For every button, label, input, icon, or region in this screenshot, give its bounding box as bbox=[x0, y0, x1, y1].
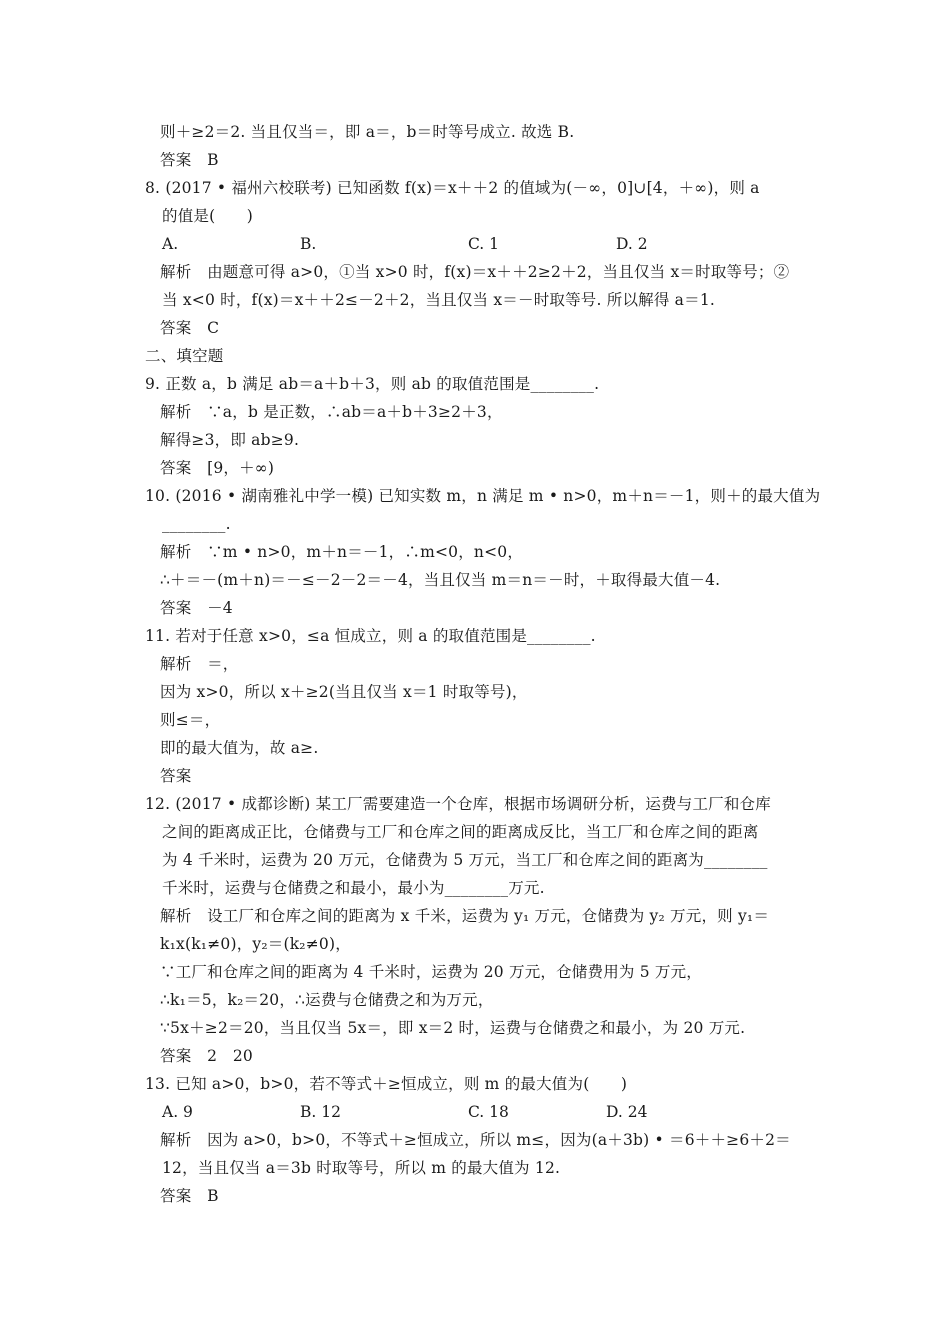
section-heading: 二、填空题 bbox=[145, 347, 224, 365]
question-10-line: ________. bbox=[162, 515, 231, 533]
analysis-line: 解得≥3，即 ab≥9. bbox=[160, 431, 300, 449]
option-c: C. 18 bbox=[468, 1103, 509, 1121]
option-c: C. 1 bbox=[468, 235, 500, 253]
analysis-line: 12，当且仅当 a＝3b 时取等号，所以 m 的最大值为 12. bbox=[162, 1159, 561, 1177]
analysis-line: 解析 ∵a，b 是正数，∴ab＝a＋b＋3≥2＋3， bbox=[160, 403, 503, 421]
question-10-line: 10. (2016 • 湖南雅礼中学一模) 已知实数 m，n 满足 m • n>0，m＋n＝－1，则＋的最大值为 bbox=[145, 487, 821, 505]
analysis-line: 解析 因为 a>0，b>0，不等式＋≥恒成立，所以 m≤，因为(a＋3b) • ＝6＋＋≥6＋2＝ bbox=[160, 1131, 791, 1149]
option-b: B. 12 bbox=[300, 1103, 341, 1121]
question-12-line: 12. (2017 • 成都诊断) 某工厂需要建造一个仓库，根据市场调研分析，运费与工厂和仓库 bbox=[145, 795, 771, 813]
question-11-line: 11. 若对于任意 x>0，≤a 恒成立，则 a 的取值范围是________. bbox=[145, 627, 596, 645]
question-12-line: 千米时，运费与仓储费之和最小，最小为________万元. bbox=[162, 879, 545, 897]
question-12-line: 之间的距离成正比，仓储费与工厂和仓库之间的距离成反比，当工厂和仓库之间的距离 bbox=[162, 823, 759, 841]
question-8-line: 8. (2017 • 福州六校联考) 已知函数 f(x)＝x＋＋2 的值域为(－∞，0]∪[4，＋∞)，则 a bbox=[145, 179, 760, 197]
analysis-line: k₁x(k₁≠0)，y₂＝(k₂≠0)， bbox=[160, 935, 351, 953]
question-9-line: 9. 正数 a，b 满足 ab＝a＋b＋3，则 ab 的取值范围是________. bbox=[145, 375, 600, 393]
question-13-line: 13. 已知 a>0，b>0，若不等式＋≥恒成立，则 m 的最大值为( ) bbox=[145, 1075, 628, 1093]
option-d: D. 2 bbox=[616, 235, 648, 253]
option-a: A. bbox=[162, 235, 179, 253]
answer-line: 答案 －4 bbox=[160, 599, 233, 617]
analysis-line: ∵5x＋≥2＝20，当且仅当 5x＝，即 x＝2 时，运费与仓储费之和最小，为 20 万元. bbox=[160, 1019, 746, 1037]
analysis-line: 因为 x>0，所以 x＋≥2(当且仅当 x＝1 时取等号)， bbox=[160, 683, 528, 701]
question-8-line: 的值是( ) bbox=[162, 207, 253, 225]
answer-line: 答案 C bbox=[160, 319, 220, 337]
analysis-line: 解析 ∵m • n>0，m＋n＝－1，∴m<0，n<0， bbox=[160, 543, 524, 561]
analysis-line: 解析 由题意可得 a>0，①当 x>0 时，f(x)＝x＋＋2≥2＋2，当且仅当 x＝时取等号；② bbox=[160, 263, 790, 281]
analysis-line: ∴k₁＝5，k₂＝20，∴运费与仓储费之和为万元， bbox=[160, 991, 494, 1009]
answer-line: 答案 [9，＋∞) bbox=[160, 459, 275, 477]
text-line: 则＋≥2＝2. 当且仅当＝，即 a＝，b＝时等号成立. 故选 B. bbox=[160, 123, 575, 141]
answer-line: 答案 2 20 bbox=[160, 1047, 253, 1065]
analysis-line: ∴＋＝－(m＋n)＝－≤－2－2＝－4，当且仅当 m＝n＝－时，＋取得最大值－4. bbox=[160, 571, 721, 589]
analysis-line: 则≤＝， bbox=[160, 711, 221, 729]
analysis-line: 即的最大值为，故 a≥. bbox=[160, 739, 319, 757]
option-d: D. 24 bbox=[606, 1103, 648, 1121]
analysis-line: 解析 ＝， bbox=[160, 655, 239, 673]
answer-line: 答案 B bbox=[160, 1187, 219, 1205]
answer-line: 答案 bbox=[160, 767, 192, 785]
analysis-line: 当 x<0 时，f(x)＝x＋＋2≤－2＋2，当且仅当 x＝－时取等号. 所以解得 a＝1. bbox=[162, 291, 716, 309]
answer-line: 答案 B bbox=[160, 151, 219, 169]
question-12-line: 为 4 千米时，运费为 20 万元，仓储费为 5 万元，当工厂和仓库之间的距离为________ bbox=[162, 851, 768, 869]
option-b: B. bbox=[300, 235, 317, 253]
analysis-line: 解析 设工厂和仓库之间的距离为 x 千米，运费为 y₁ 万元，仓储费为 y₂ 万元，则 y₁＝ bbox=[160, 907, 770, 925]
option-a: A. 9 bbox=[162, 1103, 193, 1121]
analysis-line: ∵工厂和仓库之间的距离为 4 千米时，运费为 20 万元，仓储费用为 5 万元， bbox=[160, 963, 703, 981]
